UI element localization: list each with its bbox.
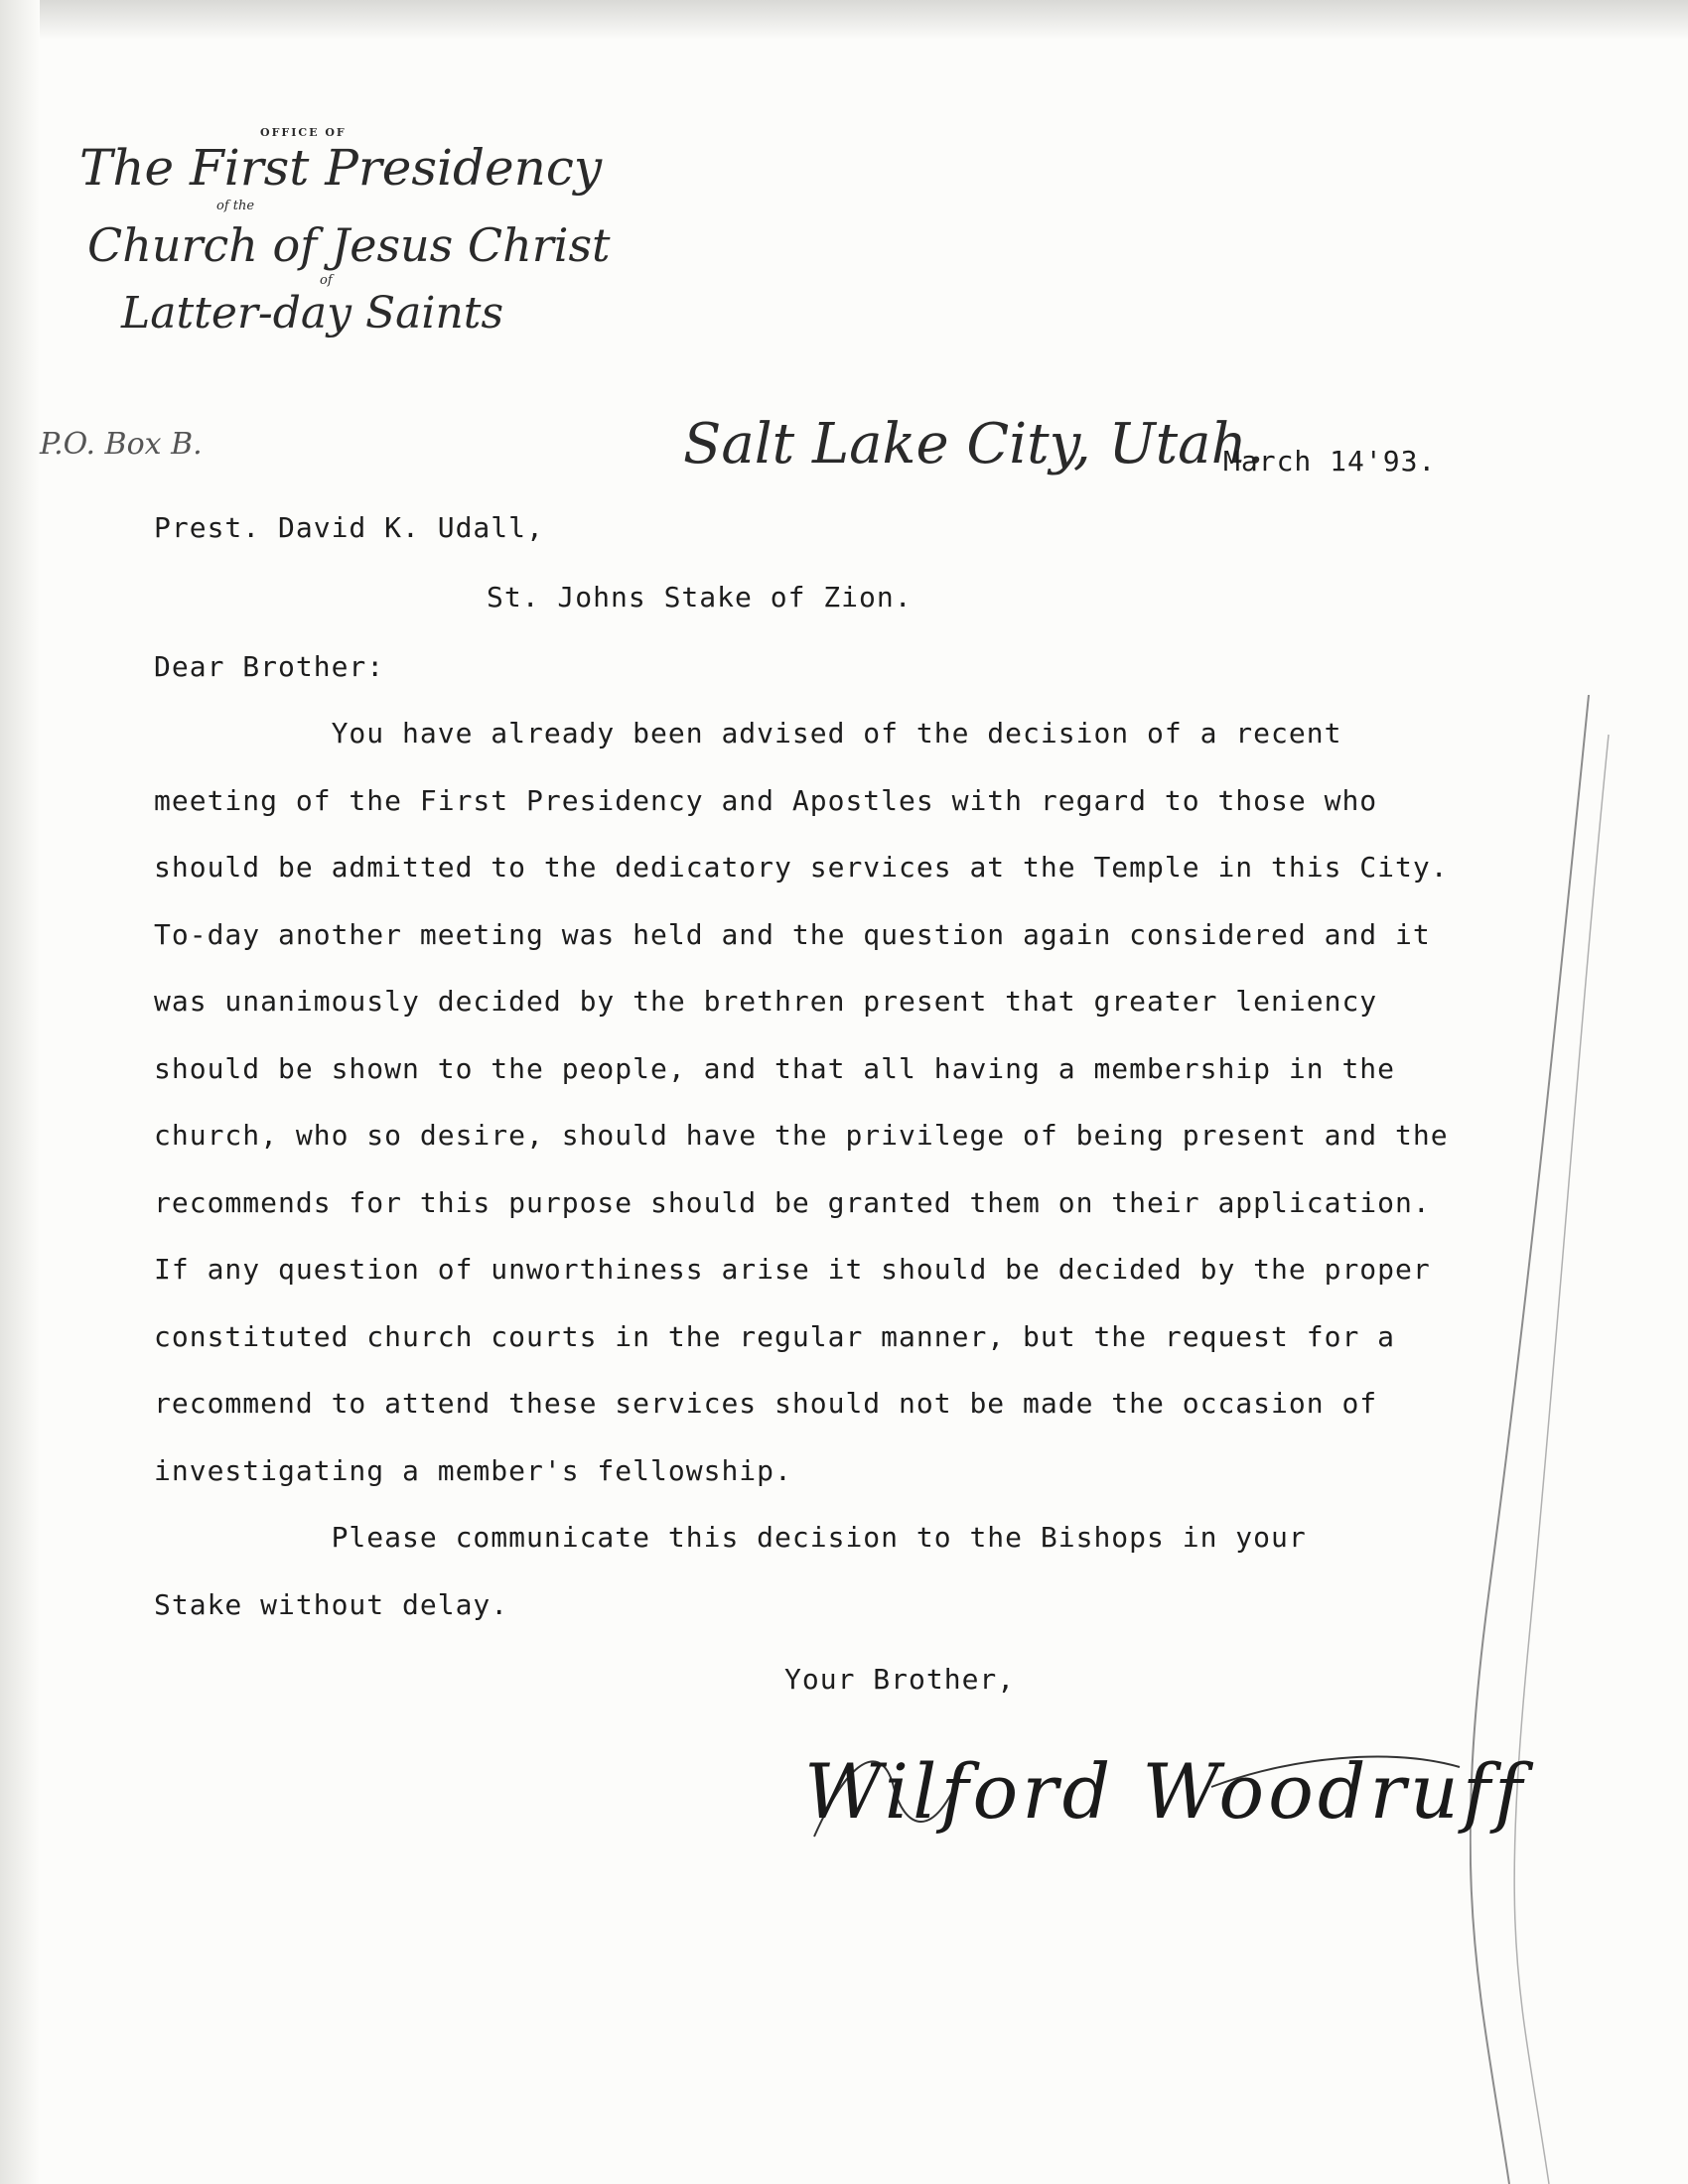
body-line: You have already been advised of the decision of a recent xyxy=(154,717,1342,750)
paper-fold-crease xyxy=(1470,695,1628,2184)
body-line: If any question of unworthiness arise it should be decided by the proper xyxy=(154,1253,1431,1286)
letterhead-church-name: Church of Jesus Christ xyxy=(87,218,611,272)
salutation: Dear Brother: xyxy=(154,650,385,683)
body-line: church, who so desire, should have the privilege of being present and the xyxy=(154,1119,1449,1152)
scan-edge-top xyxy=(0,0,1688,40)
body-line: meeting of the First Presidency and Apostles with regard to those who xyxy=(154,783,1378,817)
closing: Your Brother, xyxy=(784,1663,1016,1696)
letterhead-latter-day-saints: Latter-day Saints xyxy=(121,288,504,339)
body-line: constituted church courts in the regular manner, but the request for a xyxy=(154,1319,1396,1353)
body-line: recommend to attend these services should not be made the occasion of xyxy=(154,1387,1378,1420)
letterhead-office-of: OFFICE OF xyxy=(260,126,347,139)
body-line: To-day another meeting was held and the question again considered and it xyxy=(154,917,1431,951)
recipient-name: Prest. David K. Udall, xyxy=(154,511,544,544)
letterhead-first-presidency: The First Presidency xyxy=(79,139,603,197)
body-line: Stake without delay. xyxy=(154,1587,509,1621)
body-line: was unanimously decided by the brethren present that greater leniency xyxy=(154,985,1378,1018)
signature: Wilford Woodruff xyxy=(804,1747,1527,1836)
body-line: investigating a member's fellowship. xyxy=(154,1453,792,1487)
body-line: recommends for this purpose should be granted them on their application. xyxy=(154,1185,1431,1219)
letter-date: March 14'93. xyxy=(1223,445,1437,478)
letterhead-of: of xyxy=(320,273,333,288)
po-box: P.O. Box B. xyxy=(40,427,203,462)
letterhead-city: Salt Lake City, Utah. xyxy=(683,412,1265,477)
body-line: should be shown to the people, and that all having a membership in the xyxy=(154,1051,1396,1085)
letterhead-of-the: of the xyxy=(216,199,255,213)
recipient-stake: St. Johns Stake of Zion. xyxy=(487,581,913,614)
body-line: should be admitted to the dedicatory services at the Temple in this City. xyxy=(154,851,1449,884)
scan-edge-left xyxy=(0,0,40,2184)
body-line: Please communicate this decision to the Bishops in your xyxy=(154,1521,1307,1554)
